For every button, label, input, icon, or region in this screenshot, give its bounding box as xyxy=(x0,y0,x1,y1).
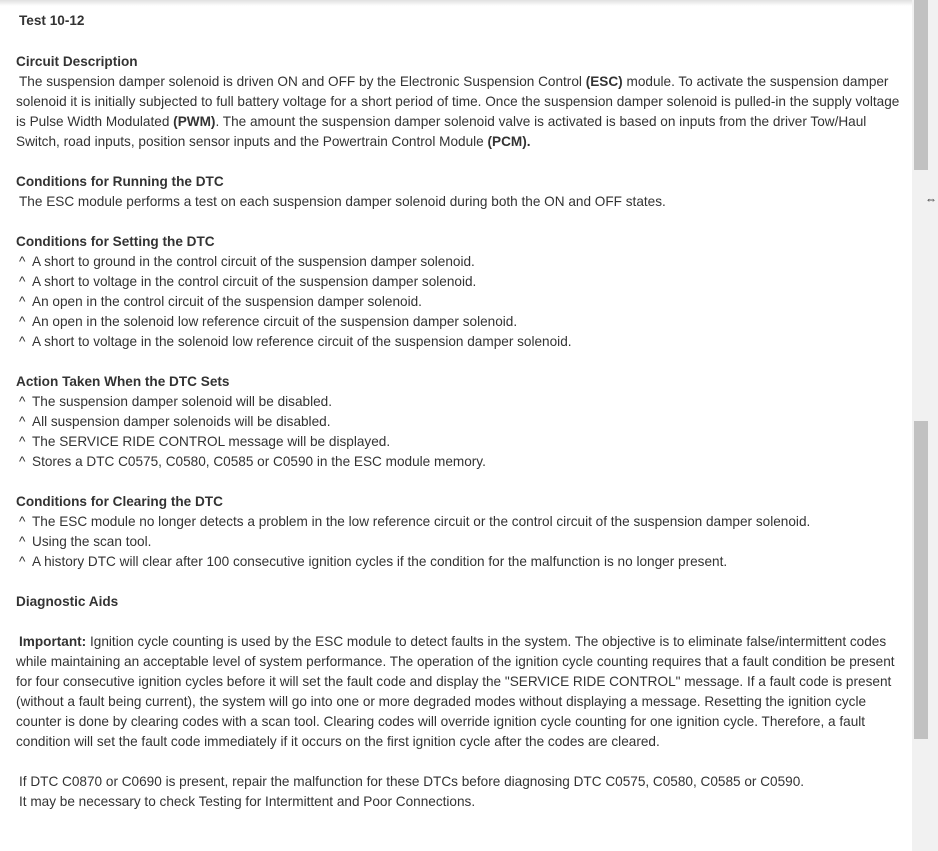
circuit-description-text-part-1: The suspension damper solenoid is driven ON and OFF by the Electronic Suspension Control xyxy=(19,74,586,89)
intermittent-check-note: It may be necessary to check Testing for Intermittent and Poor Connections. xyxy=(19,794,476,809)
list-item xyxy=(16,312,900,332)
outer-scrollbar-thumb[interactable] xyxy=(914,0,928,170)
document-content xyxy=(16,11,900,832)
list-item-text: An open in the control circuit of the suspension damper solenoid. xyxy=(32,294,422,309)
list-item-text: Stores a DTC C0575, C0580, C0585 or C0590 in the ESC module memory. xyxy=(32,454,486,469)
caret-bullet: ^ xyxy=(19,314,26,329)
conditions-running-text: The ESC module performs a test on each suspension damper solenoid during both the ON and OFF states. xyxy=(19,194,666,209)
caret-bullet: ^ xyxy=(19,554,26,569)
list-item-text: An open in the solenoid low reference circuit of the suspension damper solenoid. xyxy=(32,314,518,329)
resize-cursor-icon: ⇔ xyxy=(925,192,937,206)
list-item xyxy=(16,412,900,432)
caret-bullet: ^ xyxy=(19,534,26,549)
list-item xyxy=(16,432,900,452)
list-item-text: The ESC module no longer detects a problem in the low reference circuit or the control circuit of the suspension damper solenoid. xyxy=(32,514,811,529)
header-shadow xyxy=(0,0,912,6)
list-item xyxy=(16,332,900,352)
conditions-setting-heading: Conditions for Setting the DTC xyxy=(16,234,215,249)
list-item xyxy=(16,392,900,412)
caret-bullet: ^ xyxy=(19,334,26,349)
list-item-text: All suspension damper solenoids will be disabled. xyxy=(32,414,331,429)
circuit-description-heading: Circuit Description xyxy=(16,54,138,69)
caret-bullet: ^ xyxy=(19,434,26,449)
list-item-text: Using the scan tool. xyxy=(32,534,152,549)
caret-bullet: ^ xyxy=(19,514,26,529)
important-label: Important: xyxy=(19,634,87,649)
esc-abbreviation: (ESC) xyxy=(585,74,623,89)
circuit-description-text-part-3: . The amount the suspension damper solenoid valve is activated is based on inputs from the driver Tow/Haul Switch, road inputs, position sensor inputs and the Powertrain Control Module xyxy=(16,114,867,149)
list-item-text: A history DTC will clear after 100 consecutive ignition cycles if the condition for the malfunction is no longer present. xyxy=(32,554,728,569)
section-action-taken xyxy=(16,372,900,472)
scrollbar-thumb[interactable] xyxy=(914,421,928,739)
list-item-text: The suspension damper solenoid will be disabled. xyxy=(32,394,332,409)
dtc-precondition-note: If DTC C0870 or C0690 is present, repair the malfunction for these DTCs before diagnosing DTC C0575, C0580, C0585 or C0590. xyxy=(19,774,805,789)
circuit-description-text xyxy=(16,72,900,152)
diagnostic-aids-heading: Diagnostic Aids xyxy=(16,594,119,609)
list-item xyxy=(16,452,900,472)
section-conditions-setting xyxy=(16,232,900,352)
list-item-text: A short to ground in the control circuit of the suspension damper solenoid. xyxy=(32,254,475,269)
list-item-text: A short to voltage in the control circuit of the suspension damper solenoid. xyxy=(32,274,477,289)
conditions-clearing-heading: Conditions for Clearing the DTC xyxy=(16,494,223,509)
section-conditions-running xyxy=(16,172,900,212)
list-item-text: The SERVICE RIDE CONTROL message will be displayed. xyxy=(32,434,391,449)
caret-bullet: ^ xyxy=(19,274,26,289)
important-note xyxy=(16,632,900,752)
caret-bullet: ^ xyxy=(19,254,26,269)
caret-bullet: ^ xyxy=(19,294,26,309)
list-item-text: A short to voltage in the solenoid low reference circuit of the suspension damper solenoid. xyxy=(32,334,572,349)
list-item xyxy=(16,252,900,272)
caret-bullet: ^ xyxy=(19,414,26,429)
list-item xyxy=(16,532,900,552)
list-item xyxy=(16,292,900,312)
conditions-running-heading: Conditions for Running the DTC xyxy=(16,174,224,189)
important-text: Ignition cycle counting is used by the ESC module to detect faults in the system. The objective is to eliminate false/intermittent codes while maintaining an acceptable level of system performance. The operation of the ignition cycle counting requires that a fault condition be present for four consecutive ignition cycles before it will set the fault code and display the "SERVICE RIDE CONTROL" message. If a fault code is present (without a fault being current), the system will go into one or more degraded modes without displaying a message. Resetting the ignition cycle counter is done by clearing codes with a scan tool. Clearing codes will override ignition cycle counting for one ignition cycle. Therefore, a fault condition will set the fault code immediately if it occurs on the first ignition cycle after the codes are cleared. xyxy=(16,634,895,749)
pwm-abbreviation: (PWM) xyxy=(173,114,216,129)
caret-bullet: ^ xyxy=(19,454,26,469)
list-item xyxy=(16,512,900,532)
circuit-description-text-part-2: module. To activate the suspension damper solenoid it is initially subjected to full battery voltage for a short period of time. Once the suspension damper solenoid is pulled-in the supply voltage is Pulse Width Modulated xyxy=(16,74,900,129)
section-circuit-description xyxy=(16,52,900,152)
list-item xyxy=(16,272,900,292)
caret-bullet: ^ xyxy=(19,394,26,409)
list-item xyxy=(16,552,900,572)
section-diagnostic-aids xyxy=(16,592,900,812)
section-conditions-clearing xyxy=(16,492,900,572)
action-taken-heading: Action Taken When the DTC Sets xyxy=(16,374,230,389)
page-title: Test 10-12 xyxy=(19,13,85,28)
pcm-abbreviation: (PCM). xyxy=(487,134,531,149)
